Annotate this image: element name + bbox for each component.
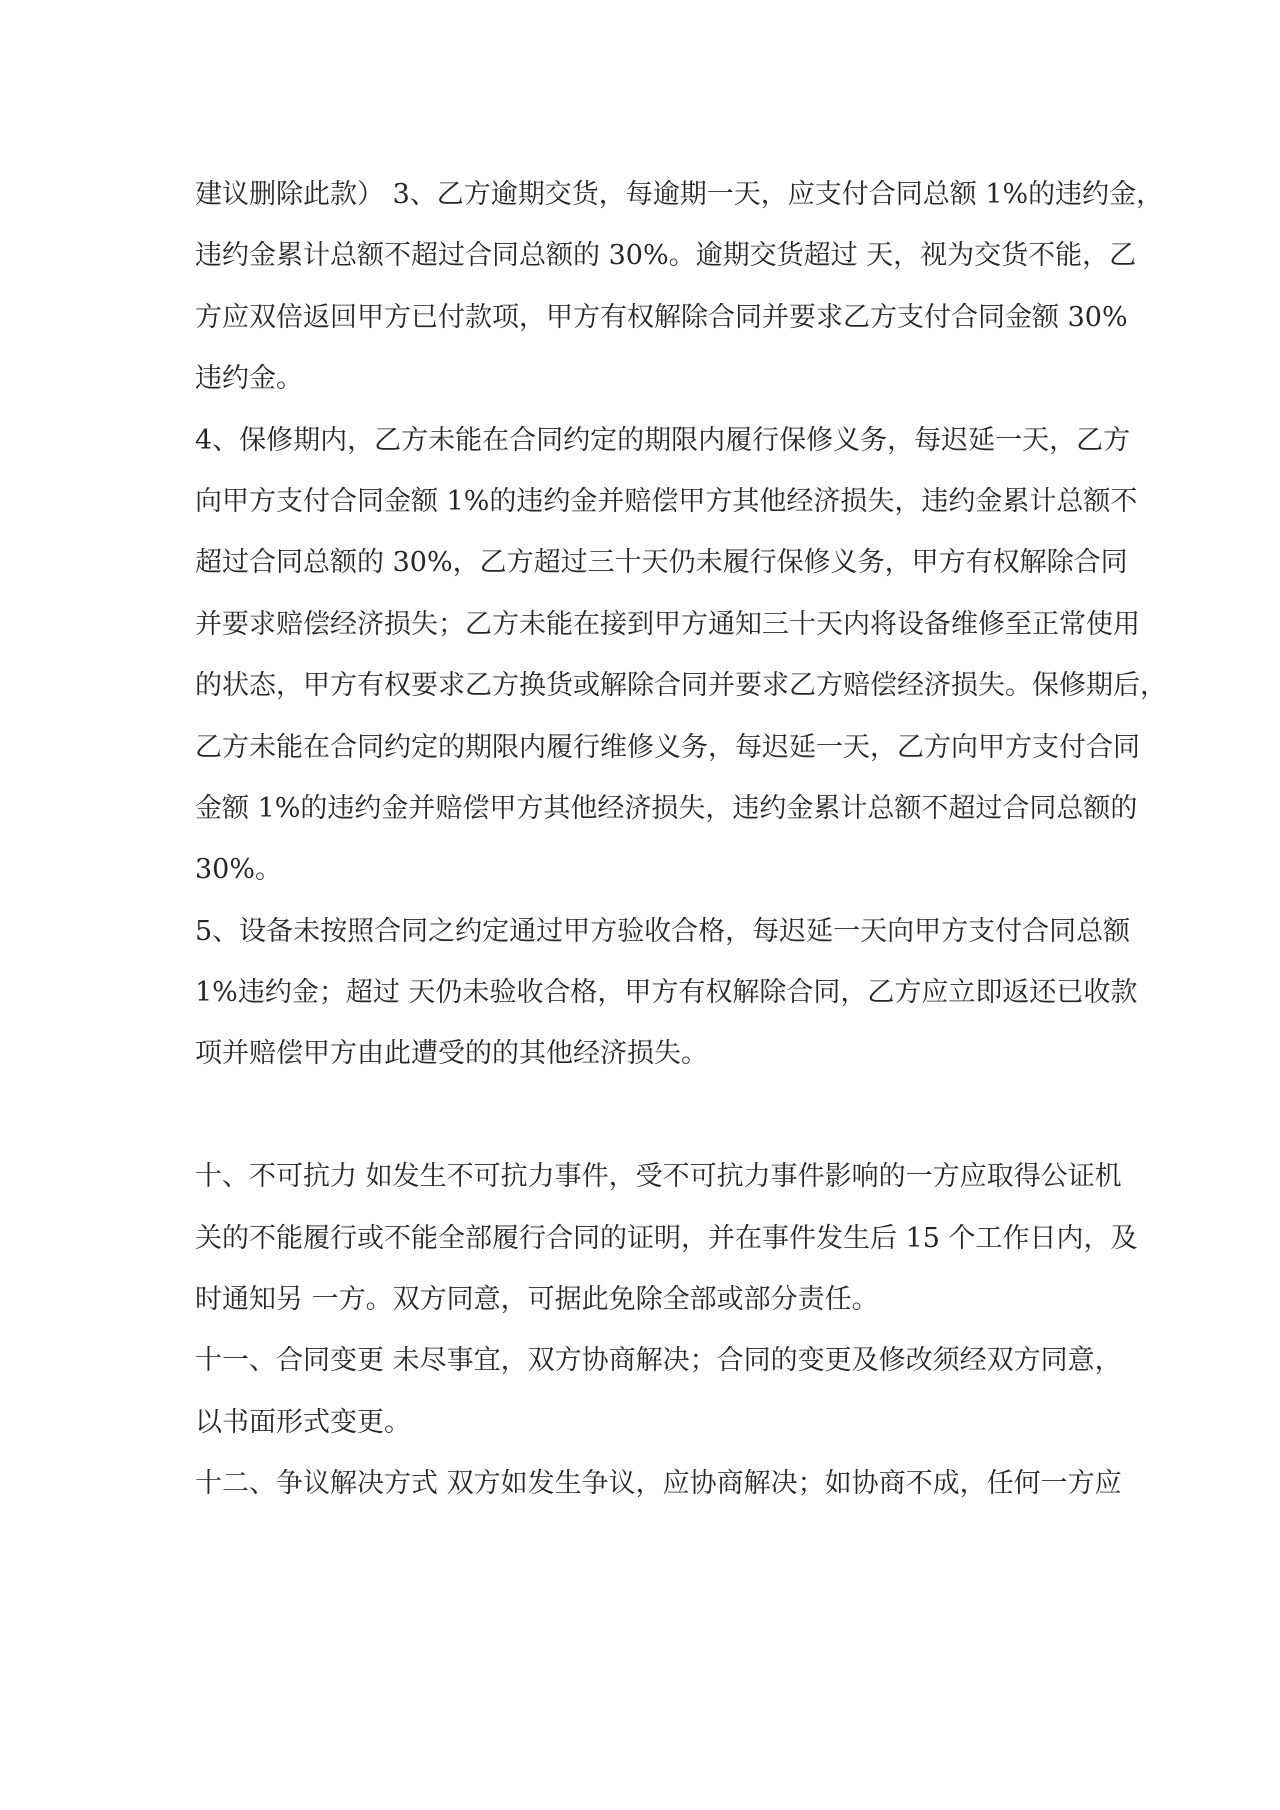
text-line: 项并赔偿甲方由此遭受的的其他经济损失。 [195,1038,708,1070]
text-line: 关的不能履行或不能全部履行合同的证明，并在事件发生后 15 个工作日内，及 [195,1222,1138,1254]
text-line: 的状态，甲方有权要求乙方换货或解除合同并要求乙方赔偿经济损失。保修期后， [195,670,1167,702]
text-line: 超过合同总额的 30%，乙方超过三十天仍未履行保修义务，甲方有权解除合同 [195,547,1128,579]
text-line: 乙方未能在合同约定的期限内履行维修义务，每迟延一天，乙方向甲方支付合同 [195,731,1140,763]
text-line: 十一、合同变更 未尽事宜，双方协商解决；合同的变更及修改须经双方同意， [195,1345,1122,1377]
text-line: 向甲方支付合同金额 1%的违约金并赔偿甲方其他经济损失，违约金累计总额不 [195,485,1138,517]
paragraph-gap [195,1085,1095,1146]
text-line: 1%违约金；超过 天仍未验收合格，甲方有权解除合同，乙方应立即返还已收款 [195,977,1138,1009]
text-line: 时通知另 一方。双方同意，可据此免除全部或部分责任。 [195,1284,879,1316]
text-line: 5、设备未按照合同之约定通过甲方验收合格，每迟延一天向甲方支付合同总额 [195,915,1131,947]
text-line: 建议删除此款） 3、乙方逾期交货，每逾期一天，应支付合同总额 1%的违约金， [195,179,1164,210]
text-line: 并要求赔偿经济损失；乙方未能在接到甲方通知三十天内将设备维修至正常使用 [195,608,1140,640]
document-body [195,164,1167,1515]
text-line: 4、保修期内，乙方未能在合同约定的期限内履行保修义务，每迟延一天，乙方 [195,424,1131,456]
text-line: 十二、争议解决方式 双方如发生争议，应协商解决；如协商不成，任何一方应 [195,1468,1122,1500]
text-line: 以书面形式变更。 [195,1406,411,1438]
text-line: 30%。 [195,854,283,886]
text-line: 方应双倍返回甲方已付款项，甲方有权解除合同并要求乙方支付合同金额 30% [195,301,1128,333]
text-line: 违约金。 [195,363,303,395]
text-line: 金额 1%的违约金并赔偿甲方其他经济损失，违约金累计总额不超过合同总额的 [195,792,1138,824]
text-line: 十、不可抗力 如发生不可抗力事件，受不可抗力事件影响的一方应取得公证机 [195,1161,1122,1193]
text-line: 违约金累计总额不超过合同总额的 30%。逾期交货超过 天，视为交货不能，乙 [195,240,1137,272]
